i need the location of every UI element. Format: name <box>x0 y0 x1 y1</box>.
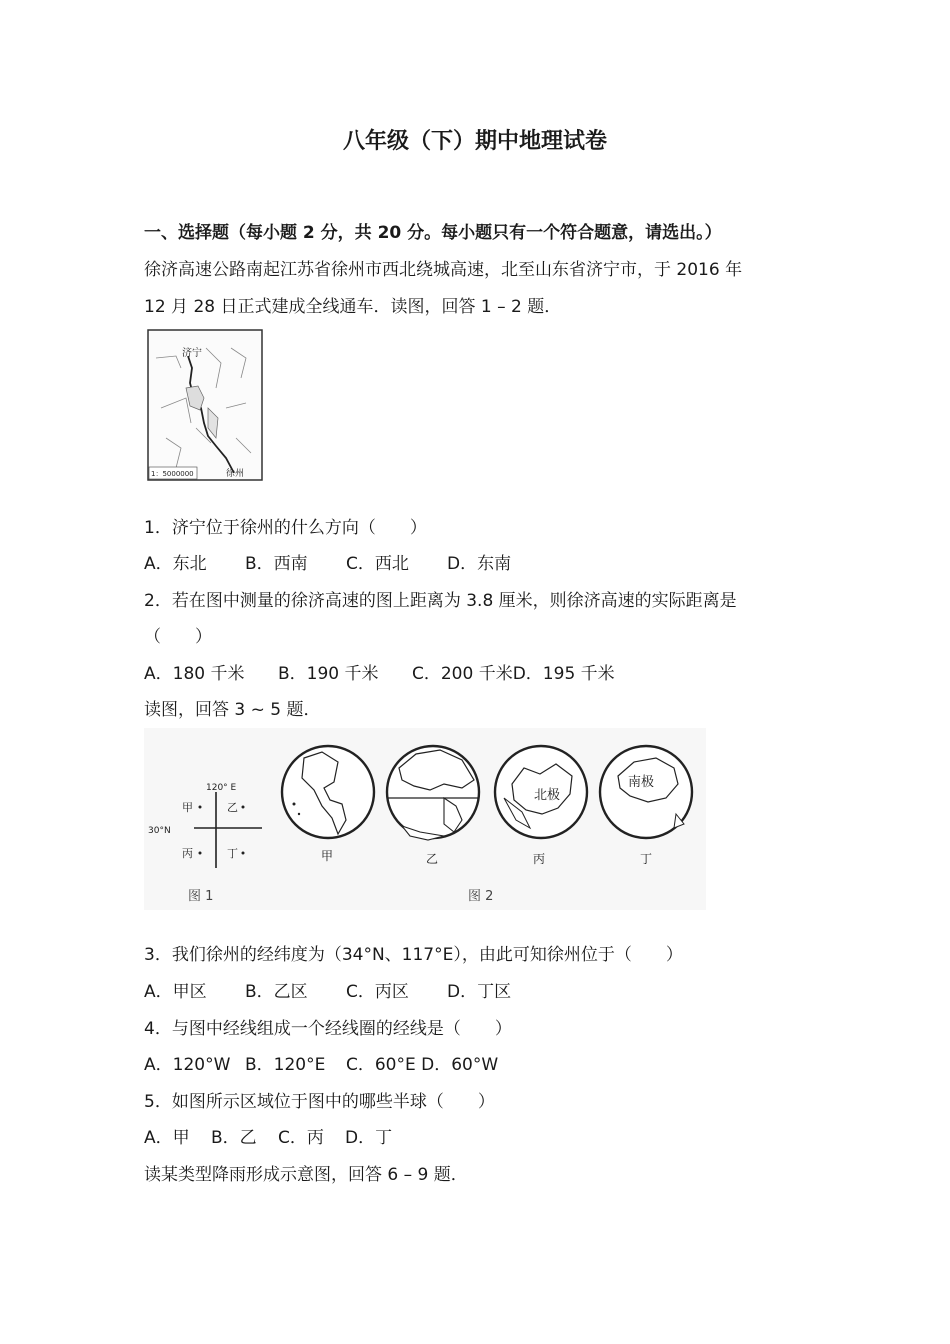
section-heading: 一、选择题（每小题 2 分，共 20 分。每小题只有一个符合题意，请选出。） <box>144 223 722 243</box>
map-label-xuzhou: 徐州 <box>226 469 245 479</box>
quadrant-ding: 丁 <box>227 847 238 860</box>
map-label-jining: 济宁 <box>182 348 202 359</box>
q3-option-d: D．丁区 <box>447 982 512 1002</box>
q2-options <box>144 659 615 684</box>
q4-option-cd: C．60°E D．60°W <box>346 1055 499 1075</box>
q1-options <box>144 549 511 574</box>
q5-option-d: D．丁 <box>345 1128 393 1148</box>
parallel-label: 30°N <box>148 826 171 836</box>
q1-option-d: D．东南 <box>447 554 512 574</box>
q4-option-a: A．120°W <box>144 1055 231 1075</box>
q3-options <box>144 977 511 1002</box>
q5-option-a: A．甲 <box>144 1128 190 1148</box>
intro-line-2: 12 月 28 日正式建成全线通车．读图，回答 1 – 2 题． <box>144 297 562 317</box>
map-scale: 1：5000000 <box>151 470 194 478</box>
quadrant-bing: 丙 <box>182 847 193 860</box>
quadrant-jia: 甲 <box>182 801 193 814</box>
q5-option-b: B．乙 <box>211 1128 257 1148</box>
q5-stem: 5．如图所示区域位于图中的哪些半球（ ） <box>144 1092 495 1112</box>
q2-stem-line-1: 2．若在图中测量的徐济高速的图上距离为 3.8 厘米，则徐济高速的实际距离是 <box>144 591 737 611</box>
q3-option-b: B．乙区 <box>245 982 308 1002</box>
figure-1-caption: 图 1 <box>188 889 214 904</box>
globe-label-jia: 甲 <box>321 849 334 863</box>
q4-option-b: B．120°E <box>245 1055 326 1075</box>
meridian-label: 120° E <box>206 783 237 793</box>
globe-label-bing: 丙 <box>533 852 546 866</box>
south-pole-label: 南极 <box>628 775 655 790</box>
map-frame <box>148 330 262 480</box>
q3-option-a: A．甲区 <box>144 982 207 1002</box>
quadrant-yi: 乙 <box>227 801 238 814</box>
q3-option-c: C．丙区 <box>346 982 409 1002</box>
intro-line-1: 徐济高速公路南起江苏省徐州市西北绕城高速，北至山东省济宁市，于 2016 年 <box>144 260 743 280</box>
q1-option-b: B．西南 <box>245 554 308 574</box>
read-figure-6-9: 读某类型降雨形成示意图，回答 6 – 9 题． <box>144 1165 468 1185</box>
q1-option-c: C．西北 <box>346 554 409 574</box>
q2-option-cd: C．200 千米D．195 千米 <box>412 664 615 684</box>
read-figure-3-5: 读图，回答 3 ~ 5 题． <box>144 700 321 720</box>
q1-option-a: A．东北 <box>144 554 207 574</box>
q5-options <box>144 1123 392 1148</box>
q4-stem: 4．与图中经线组成一个经线圈的经线是（ ） <box>144 1019 512 1039</box>
figure-2-caption: 图 2 <box>468 889 494 904</box>
q4-options <box>144 1050 498 1075</box>
q5-option-c: C．丙 <box>278 1128 324 1148</box>
north-pole-label: 北极 <box>534 788 561 803</box>
page-title: 八年级（下）期中地理试卷 <box>342 129 607 154</box>
q2-stem-line-2: （ ） <box>144 627 212 647</box>
globe-label-ding: 丁 <box>640 852 653 866</box>
q1-stem: 1．济宁位于徐州的什么方向（ ） <box>144 518 427 538</box>
q3-stem: 3．我们徐州的经纬度为（34°N、117°E），由此可知徐州位于（ ） <box>144 945 683 965</box>
xuji-highway-map <box>146 328 264 484</box>
hemisphere-figures <box>144 728 706 910</box>
globe-label-yi: 乙 <box>426 852 439 866</box>
q2-option-b: B．190 千米 <box>278 664 379 684</box>
q2-option-a: A．180 千米 <box>144 664 245 684</box>
